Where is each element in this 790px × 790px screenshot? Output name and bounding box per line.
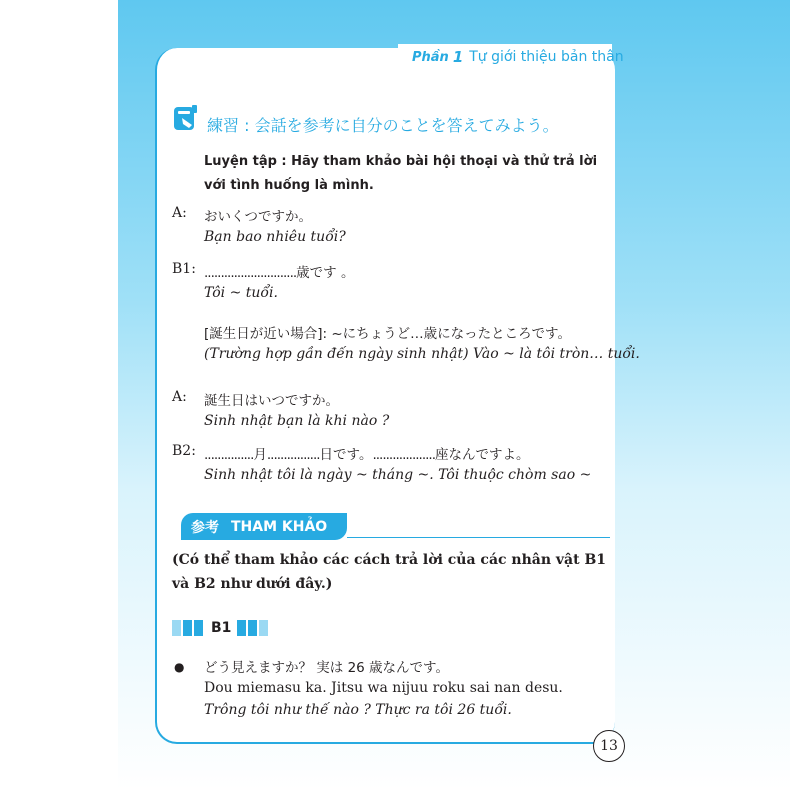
reference-badge — [181, 513, 347, 540]
dialog-a2-jp: 誕生日はいつですか。 — [204, 393, 339, 409]
page-number: 13 — [593, 730, 625, 762]
exercise-intro: Luyện tập : Hãy tham khảo bài hội thoại và thử trả lời với tình huống là mình. — [204, 154, 598, 193]
birthday-near-note-vi: (Trường hợp gần đến ngày sinh nhật) Vào ~ là tôi tròn… tuổi. — [204, 346, 640, 362]
header-part-label: Phần — [412, 49, 449, 65]
dialog-a1-jp: おいくつですか。 — [204, 209, 312, 225]
constellation-text: 座なんですよ。 — [435, 447, 530, 463]
reference-vi-label: THAM KHẢO — [231, 518, 328, 535]
dialog-b1-vi: Tôi ~ tuổi. — [204, 285, 278, 301]
birthday-near-note-jp: [誕生日が近い場合]: ~にちょうど…歳になったところです。 — [204, 326, 571, 342]
header-part-number: 1 — [452, 48, 464, 66]
header-title: Tự giới thiệu bản thân — [469, 49, 624, 65]
speaker-b1: B1: — [172, 261, 196, 277]
section-header — [398, 44, 624, 70]
month-text: 月 — [253, 447, 267, 463]
speaker-a-2: A: — [172, 389, 187, 405]
label-deco-square — [183, 620, 192, 636]
label-deco-square — [237, 620, 246, 636]
label-deco-square — [259, 620, 268, 636]
blank-month: ............... — [204, 447, 254, 463]
dialog-a2-vi: Sinh nhật bạn là khi nào ? — [204, 413, 390, 429]
day-text: 日です。 — [319, 447, 373, 463]
b1-item-jp: どう見えますか？ 実は 26 歳なんです。 — [204, 660, 449, 676]
dialog-a1-vi: Bạn bao nhiêu tuổi? — [204, 229, 346, 245]
blank-age: ............................ — [204, 265, 297, 281]
bullet-icon: ● — [174, 660, 185, 674]
pencil-page-icon — [172, 104, 198, 132]
b1-section-label — [172, 619, 270, 637]
dialog-b2-vi: Sinh nhật tôi là ngày ~ tháng ~. Tôi thuộc chòm sao ~ — [204, 467, 592, 483]
b1-item-vi: Trông tôi như thế nào ? Thực ra tôi 26 tuổi. — [204, 702, 512, 718]
reference-jp-label: 参考 — [191, 519, 219, 536]
b1-label-text: B1 — [211, 620, 232, 636]
dialog-b2-jp — [204, 443, 530, 463]
label-deco-square — [248, 620, 257, 636]
b1-item-romaji: Dou miemasu ka. Jitsu wa nijuu roku sai nan desu. — [204, 680, 563, 696]
blank-day: ................ — [266, 447, 320, 463]
dialog-b1-jp — [204, 261, 354, 281]
reference-divider — [347, 537, 610, 538]
label-deco-square — [172, 620, 181, 636]
label-deco-square — [194, 620, 203, 636]
speaker-b2: B2: — [172, 443, 196, 459]
blank-constellation: ................... — [372, 447, 436, 463]
reference-note: (Có thể tham khảo các cách trả lời của các nhân vật B1 và B2 như dưới đây.) — [172, 552, 607, 592]
exercise-title: 練習 : 会話を参考に自分のことを答えてみよう。 — [207, 116, 559, 135]
speaker-a-1: A: — [172, 205, 187, 221]
dialog-b1-jp-text: 歳です 。 — [296, 265, 355, 281]
